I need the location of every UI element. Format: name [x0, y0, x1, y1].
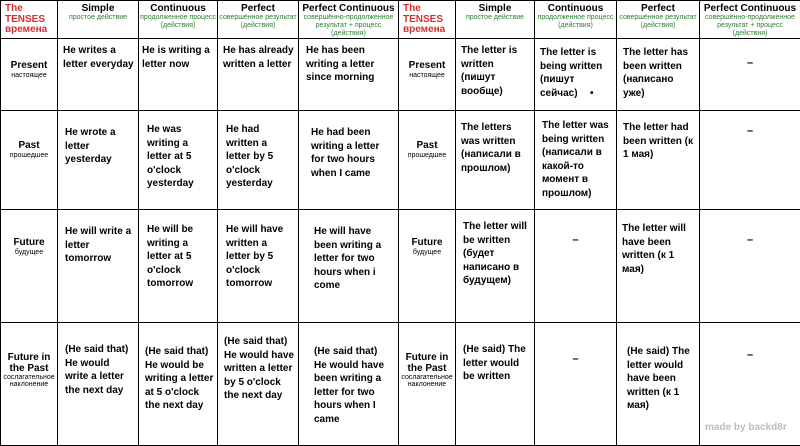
corner-title-ru: времена	[5, 25, 57, 36]
header-passive-perfect: Perfect совершённое результат (действия)	[617, 1, 700, 39]
table-cell: –	[535, 323, 617, 446]
table-cell: He will be writing a letter at 5 o'clock tomorrow	[139, 210, 218, 323]
table-cell: –	[700, 210, 800, 323]
corner-title-passive: The TENSES	[403, 4, 455, 25]
watermark: made by backd8r	[705, 422, 787, 433]
header-row	[1, 1, 800, 39]
header-active-perfect: Perfect совершённое результат (действия)	[218, 1, 299, 39]
corner-cell-passive	[399, 1, 456, 39]
table-cell: He has already written a letter	[218, 39, 299, 111]
table-cell: He has been writing a letter since morning	[299, 39, 399, 111]
row-label: Past прошедшее	[1, 111, 58, 210]
table-cell: –	[700, 323, 800, 446]
header-passive-continuous: Continuous продолженное процесс (действия)	[535, 1, 617, 39]
row-label: Present настоящее	[399, 39, 456, 111]
row-label: Future будущее	[399, 210, 456, 323]
row-label: Future будущее	[1, 210, 58, 323]
table-cell: He was writing a letter at 5 o'clock yesterday	[139, 111, 218, 210]
header-passive-perfect-continuous: Perfect Continuous совершённо-продолженное результат + процесс (действия)	[700, 1, 800, 39]
header-passive-simple: Simple простое действие	[456, 1, 535, 39]
table-cell: He had written a letter by 5 o'clock yesterday	[218, 111, 299, 210]
table-cell: (He said) The letter would have been written (к 1 мая)	[617, 323, 700, 446]
row-label: Present настоящее	[1, 39, 58, 111]
row-label: Future in the Past сослагательное наклонение	[399, 323, 456, 446]
row-present	[1, 39, 800, 111]
table-cell: –	[535, 210, 617, 323]
table-cell: The letter is being written (пишут сейчас)	[535, 39, 617, 111]
row-label: Future in the Past сослагательное наклонение	[1, 323, 58, 446]
row-label: Past прошедшее	[399, 111, 456, 210]
table-cell: The letter has been written (написано уже)	[617, 39, 700, 111]
table-cell: He will have been writing a letter for two hours when i come	[299, 210, 399, 323]
header-active-continuous: Continuous продолженное процесс (действия)	[139, 1, 218, 39]
table-cell: The letter had been written (к 1 мая)	[617, 111, 700, 210]
table-cell: The letter will have been written (к 1 мая)	[617, 210, 700, 323]
table-cell: He will write a letter tomorrow	[58, 210, 139, 323]
table-cell: –	[700, 39, 800, 111]
corner-title-ru-passive: времена	[403, 25, 455, 36]
table-cell: He will have written a letter by 5 o'clock tomorrow	[218, 210, 299, 323]
row-past	[1, 111, 800, 210]
stray-dot: •	[590, 88, 594, 99]
table-cell: (He said that) He would write a letter the next day	[58, 323, 139, 446]
table-cell: He had been writing a letter for two hours when I came	[299, 111, 399, 210]
row-future	[1, 210, 800, 323]
table-cell: He is writing a letter now	[139, 39, 218, 111]
table-cell: –	[700, 111, 800, 210]
table-cell: (He said that) He would have been writing a letter for two hours when I came	[299, 323, 399, 446]
header-active-perfect-continuous: Perfect Continuous совершённо-продолженное результат + процесс (действия)	[299, 1, 399, 39]
table-cell: The letter is written (пишут вообще)	[456, 39, 535, 111]
table-cell: The letter will be written (будет написано в будущем)	[456, 210, 535, 323]
table-cell: (He said that) He would be writing a letter at 5 o'clock the next day	[139, 323, 218, 446]
corner-cell	[1, 1, 58, 39]
table-cell: The letters was written (написали в прошлом)	[456, 111, 535, 210]
table-cell: He wrote a letter yesterday	[58, 111, 139, 210]
table-cell: He writes a letter everyday	[58, 39, 139, 111]
corner-title: The TENSES	[5, 4, 57, 25]
header-active-simple: Simple простое действие	[58, 1, 139, 39]
table-cell: The letter was being written (написали в какой-то момент в прошлом)	[535, 111, 617, 210]
row-future-in-the-past	[1, 323, 800, 446]
table-cell: (He said that) He would have written a letter by 5 o'clock the next day	[218, 323, 299, 446]
table-cell: (He said) The letter would be written	[456, 323, 535, 446]
